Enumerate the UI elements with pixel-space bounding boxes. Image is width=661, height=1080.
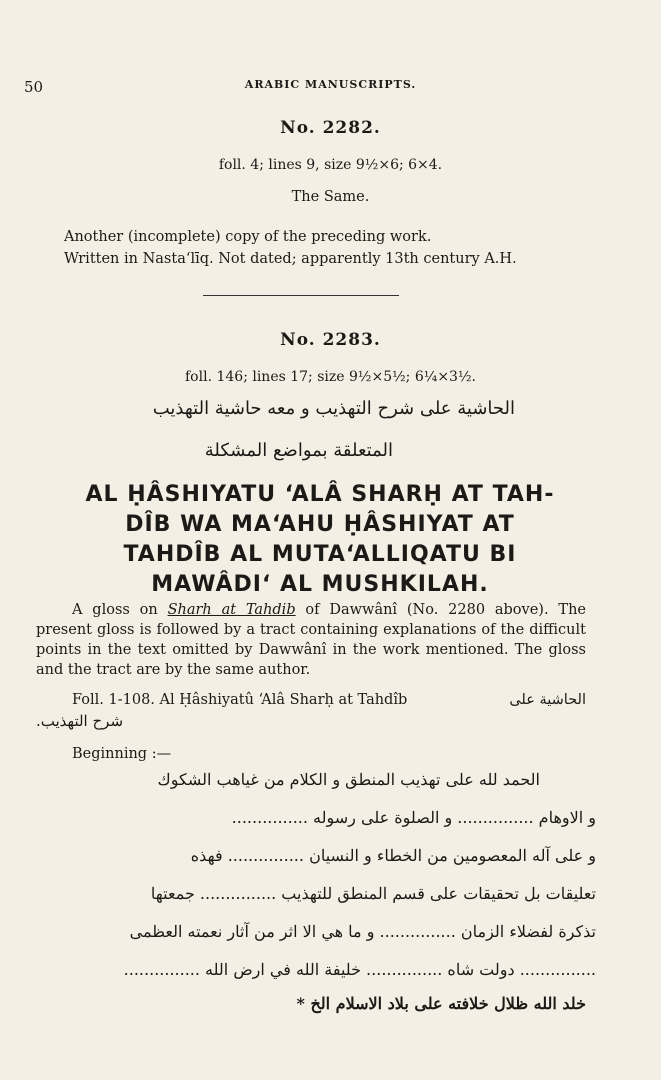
desc-text-post: of Dawwânî (No. 2280 above). The present gloss is followed by a tract containing explanations of the difficult points in the text omitted by Dawwânî in the work mentioned. The gloss and the tract are by the same author. xyxy=(36,602,586,678)
foll-text: Foll. 1-108. Al Ḥâshiyatû ‘Alâ Sharḥ at Tahdîb xyxy=(72,692,408,708)
translit-line4: MAWÂDI‘ AL MUSHKILAH. xyxy=(151,572,489,597)
arabic-title-line1: الحاشية على شرح التهذيب و معه حاشية التهذيب xyxy=(152,398,515,419)
arabic-title-line2: المتعلقة بمواضع المشكلة xyxy=(204,440,393,461)
foll-arabic-1: الحاشية على xyxy=(509,692,586,708)
entry-number-2283: No. 2283. xyxy=(280,330,381,350)
section-divider xyxy=(203,295,399,296)
arabic-line-4: تعليقات بل تحقيقات على قسم المنطق للتهذيب ............... جمعتها xyxy=(150,884,596,903)
entry-2282-meta: foll. 4; lines 9, size 9½×6; 6×4. xyxy=(218,157,443,173)
arabic-line-2: و الاوهام ............... و الصلوة على رسوله ............... xyxy=(231,808,596,827)
translit-line2: DÎB WA MA‘AHU ḤÂSHIYAT AT xyxy=(125,512,515,537)
entry-number-2282: No. 2282. xyxy=(280,118,381,138)
desc-text-pre: A gloss on xyxy=(72,602,168,618)
running-title: ARABIC MANUSCRIPTS. xyxy=(244,78,417,91)
entry-2282-desc-line2: Written in Nasta‘līq. Not dated; apparently 13th century A.H. xyxy=(64,251,517,267)
entry-2283-description xyxy=(36,600,586,680)
arabic-line-6: ............... دولت شاه ............... خليفة الله في ارض الله ............... xyxy=(123,960,596,979)
beginning-label: Beginning :— xyxy=(72,746,172,762)
arabic-line-3: و على آله المعصومين من الخطاء و النسيان ............... فهذه xyxy=(190,846,596,865)
arabic-line-7: خلد الله ظلال خلافته على بلاد الاسلام الخ * xyxy=(296,994,586,1013)
arabic-line-5: تذكرة لفضلاء الزمان ............... و ما هي الا اثر من آثار نعمته العظمى xyxy=(129,922,596,941)
entry-2283-meta: foll. 146; lines 17; size 9½×5½; 6¼×3½. xyxy=(185,369,476,385)
entry-2282-description xyxy=(64,226,604,270)
translit-line3: TAHDÎB AL MUTA‘ALLIQATU BI xyxy=(123,542,517,567)
transliterated-title xyxy=(30,480,610,600)
foll-arabic-2: شرح التهذيب. xyxy=(36,712,124,730)
arabic-line-1: الحمد لله على تهذيب المنطق و الكلام من غياهب الشكوك xyxy=(157,770,540,789)
entry-2282-title: The Same. xyxy=(291,189,370,205)
entry-2282-desc-line1: Another (incomplete) copy of the preceding work. xyxy=(64,229,432,245)
translit-line1: AL ḤÂSHIYATU ‘ALÂ SHARḤ AT TAH- xyxy=(85,482,555,507)
work-title: Sharh at Tahdib xyxy=(167,602,296,618)
foll-line xyxy=(36,690,586,710)
page-number: 50 xyxy=(24,78,44,96)
